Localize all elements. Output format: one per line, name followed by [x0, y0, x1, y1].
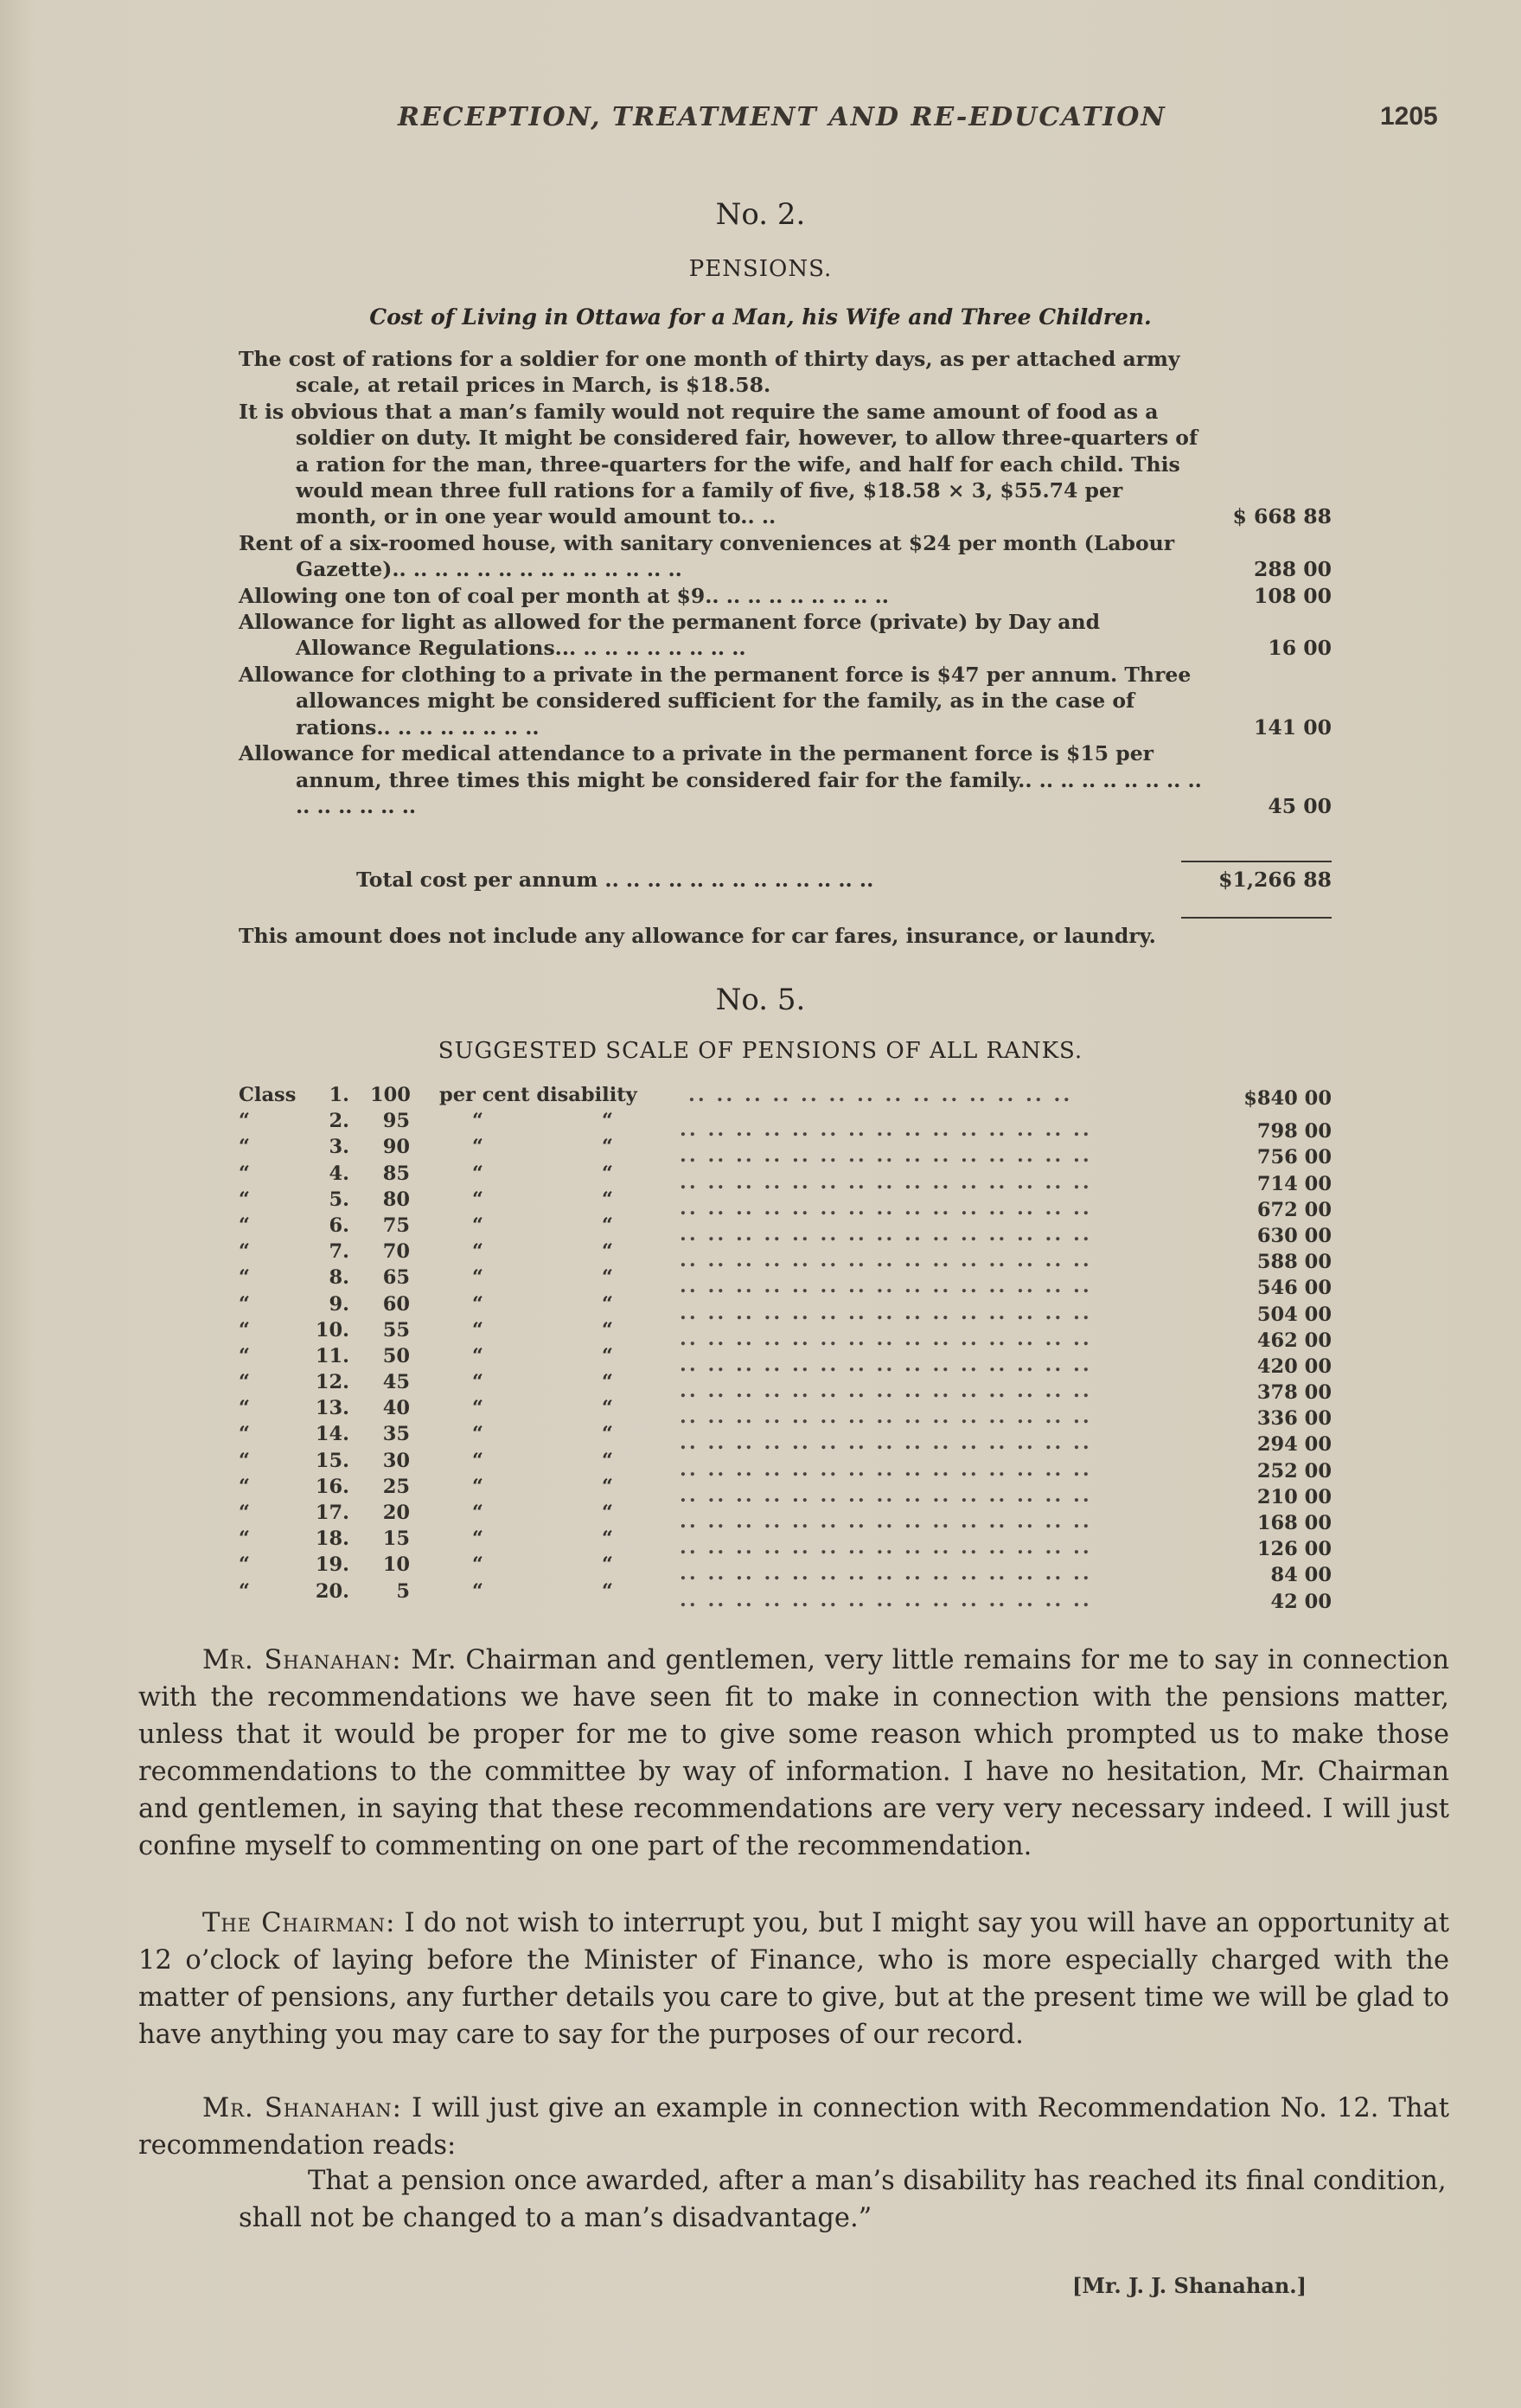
cost-item-text: Allowing one ton of coal per month at $9.. .. .. .. .. .. .. .. ..	[239, 583, 889, 608]
pension-amount: 252 00	[1256, 1459, 1332, 1483]
pension-amount: 210 00	[1256, 1485, 1332, 1508]
table-row	[239, 1579, 1332, 1613]
ditto-mark: “	[602, 1371, 613, 1394]
disability-percent: 10	[382, 1553, 410, 1577]
cost-item-text: Allowance for medical attendance to a private in the permanent force is $15 per annum, three times this might be considered fair for the family.. .. .. .. .. .. .. .. .. .. .. .. .. .. ..	[239, 741, 1202, 818]
leader-dots: .. .. .. .. .. .. .. .. .. .. .. .. .. .. ..	[680, 1510, 1092, 1533]
cost-item	[239, 399, 1332, 530]
table-row	[239, 1553, 1332, 1587]
total-amount: $1,266 88	[1218, 868, 1332, 892]
section-5-number: No. 5.	[715, 983, 806, 1017]
pension-amount: 378 00	[1256, 1381, 1332, 1405]
pension-amount: 84 00	[1270, 1564, 1332, 1587]
table-row	[239, 1318, 1332, 1352]
disability-percent: 30	[382, 1449, 410, 1472]
leader-dots: .. .. .. .. .. .. .. .. .. .. .. .. .. .. ..	[680, 1588, 1092, 1611]
pension-amount: 756 00	[1256, 1146, 1332, 1169]
pension-amount: 126 00	[1256, 1538, 1332, 1561]
cost-item	[239, 346, 1332, 399]
disability-label: per cent disability	[439, 1084, 637, 1106]
ditto-mark: “	[239, 1579, 250, 1603]
ditto-mark: “	[239, 1110, 250, 1133]
ditto-mark: “	[602, 1423, 613, 1446]
ditto-mark: “	[472, 1579, 483, 1603]
section-2-note: This amount does not include any allowance for car fares, insurance, or laundry.	[239, 924, 1156, 948]
class-number: 4.	[329, 1162, 349, 1185]
ditto-mark: “	[239, 1449, 250, 1472]
pension-amount: 588 00	[1256, 1251, 1332, 1274]
cost-item	[239, 609, 1332, 662]
ditto-mark: “	[239, 1162, 250, 1185]
disability-percent: 65	[382, 1266, 410, 1290]
cost-item-amount: 141 00	[1254, 714, 1332, 740]
ditto-mark: “	[239, 1423, 250, 1446]
pension-amount: 504 00	[1256, 1303, 1332, 1326]
ditto-mark: “	[472, 1423, 483, 1446]
section-5-heading: SUGGESTED SCALE OF PENSIONS OF ALL RANKS.	[438, 1038, 1083, 1064]
pension-amount: 168 00	[1256, 1512, 1332, 1534]
disability-percent: 20	[382, 1502, 410, 1524]
ditto-mark: “	[472, 1371, 483, 1394]
table-row	[239, 1344, 1332, 1378]
total-label: Total cost per annum .. .. .. .. .. .. .. .. .. .. .. .. ..	[356, 868, 874, 892]
pension-amount: 294 00	[1256, 1433, 1332, 1457]
table-row	[239, 1214, 1332, 1247]
ditto-mark: “	[602, 1553, 613, 1577]
leader-dots: .. .. .. .. .. .. .. .. .. .. .. .. .. .. ..	[680, 1431, 1092, 1455]
paragraph	[138, 1642, 1449, 1865]
ditto-mark: “	[472, 1292, 483, 1316]
cost-item-text: The cost of rations for a soldier for one month of thirty days, as per attached army scale, at retail prices in March, is $18.58.	[239, 347, 1180, 398]
disability-percent: 40	[382, 1397, 410, 1420]
ditto-mark: “	[239, 1527, 250, 1551]
ditto-mark: “	[239, 1292, 250, 1316]
ditto-mark: “	[602, 1502, 613, 1524]
ditto-mark: “	[239, 1371, 250, 1394]
page-number: 1205	[1380, 102, 1438, 131]
pension-amount: 630 00	[1256, 1224, 1332, 1247]
ditto-mark: “	[472, 1162, 483, 1185]
ditto-mark: “	[472, 1110, 483, 1133]
section-2-subtitle: Cost of Living in Ottawa for a Man, his Wife and Three Children.	[369, 304, 1152, 330]
class-number: 14.	[315, 1423, 349, 1446]
disability-percent: 75	[382, 1214, 410, 1237]
ditto-mark: “	[602, 1266, 613, 1290]
pension-amount: 672 00	[1256, 1198, 1332, 1221]
ditto-mark: “	[239, 1502, 250, 1524]
class-number: 6.	[329, 1214, 349, 1237]
leader-dots: .. .. .. .. .. .. .. .. .. .. .. .. .. .. ..	[680, 1483, 1092, 1507]
running-head	[0, 102, 1521, 137]
disability-percent: 95	[382, 1110, 410, 1133]
pension-amount: 420 00	[1256, 1354, 1332, 1378]
leader-dots: .. .. .. .. .. .. .. .. .. .. .. .. .. .. ..	[680, 1144, 1092, 1168]
leader-dots: .. .. .. .. .. .. .. .. .. .. .. .. .. .. ..	[680, 1170, 1092, 1194]
pension-amount: 42 00	[1270, 1590, 1332, 1613]
table-row	[239, 1371, 1332, 1405]
ditto-mark: “	[472, 1475, 483, 1498]
total-row	[239, 868, 1332, 892]
disability-percent: 25	[382, 1475, 410, 1498]
leader-dots: .. .. .. .. .. .. .. .. .. .. .. .. .. .. ..	[680, 1536, 1092, 1559]
class-number: 20.	[315, 1579, 349, 1603]
leader-dots: .. .. .. .. .. .. .. .. .. .. .. .. .. .. ..	[680, 1118, 1092, 1142]
leader-dots: .. .. .. .. .. .. .. .. .. .. .. .. .. .. ..	[680, 1301, 1092, 1324]
ditto-mark: “	[472, 1344, 483, 1367]
class-number: 3.	[329, 1136, 349, 1159]
ditto-mark: “	[239, 1136, 250, 1159]
paragraph	[138, 2090, 1449, 2164]
disability-percent: 90	[382, 1136, 410, 1159]
ditto-mark: “	[602, 1136, 613, 1159]
class-number: 19.	[315, 1553, 349, 1577]
class-number: 9.	[329, 1292, 349, 1316]
table-row	[239, 1502, 1332, 1534]
ditto-mark: “	[239, 1475, 250, 1498]
ditto-mark: “	[239, 1318, 250, 1342]
ditto-mark: “	[472, 1266, 483, 1290]
leader-dots: .. .. .. .. .. .. .. .. .. .. .. .. .. .. ..	[680, 1222, 1092, 1246]
ditto-mark: “	[602, 1188, 613, 1211]
leader-dots: .. .. .. .. .. .. .. .. .. .. .. .. .. .. ..	[680, 1249, 1092, 1272]
disability-percent: 55	[382, 1318, 410, 1342]
subtotal-rule	[1181, 861, 1332, 862]
class-number: 1.	[329, 1084, 349, 1106]
table-row	[239, 1397, 1332, 1431]
ditto-mark: “	[239, 1188, 250, 1211]
ditto-mark: “	[239, 1266, 250, 1290]
cost-item	[239, 583, 1332, 609]
leader-dots: .. .. .. .. .. .. .. .. .. .. .. .. .. .. ..	[680, 1353, 1092, 1376]
table-row	[239, 1188, 1332, 1221]
cost-item	[239, 740, 1332, 819]
section-2-number: No. 2.	[715, 197, 806, 232]
table-row	[239, 1240, 1332, 1274]
pension-amount: $840 00	[1243, 1087, 1332, 1110]
class-number: 13.	[315, 1397, 349, 1420]
table-row	[239, 1084, 1332, 1110]
ditto-mark: “	[602, 1292, 613, 1316]
cost-item	[239, 530, 1332, 583]
disability-percent: 45	[382, 1371, 410, 1394]
ditto-mark: “	[472, 1397, 483, 1420]
ditto-mark: “	[472, 1449, 483, 1472]
class-number: 15.	[315, 1449, 349, 1472]
ditto-mark: “	[472, 1318, 483, 1342]
table-row	[239, 1449, 1332, 1483]
ditto-mark: “	[472, 1527, 483, 1551]
paragraph	[138, 1905, 1449, 2053]
class-number: 10.	[315, 1318, 349, 1342]
ditto-mark: “	[239, 1240, 250, 1264]
ditto-mark: “	[602, 1318, 613, 1342]
ditto-mark: “	[239, 1397, 250, 1420]
class-number: 8.	[329, 1266, 349, 1290]
recommendation-quote	[239, 2162, 1449, 2237]
class-number: 2.	[329, 1110, 349, 1133]
ditto-mark: “	[472, 1553, 483, 1577]
disability-percent: 85	[382, 1162, 410, 1185]
leader-dots: .. .. .. .. .. .. .. .. .. .. .. .. .. .. ..	[680, 1457, 1092, 1481]
leader-dots: .. .. .. .. .. .. .. .. .. .. .. .. .. ..	[688, 1084, 1073, 1106]
cost-of-living-list	[239, 346, 1332, 819]
disability-percent: 80	[382, 1188, 410, 1211]
class-number: 16.	[315, 1475, 349, 1498]
paragraph-text: I do not wish to interrupt you, but I might say you will have an opportunity at 12 o’clock of laying before the Minister of Finance, who is more especially charged with the matter of pensions, any further details you care to give, but at the present time we will be glad to have anything you may care to say for the purposes of our record.	[138, 1908, 1449, 2050]
disability-percent: 100	[370, 1084, 411, 1106]
section-2-heading: PENSIONS.	[688, 256, 833, 282]
ditto-mark: “	[472, 1502, 483, 1524]
cost-item-text: Rent of a six-roomed house, with sanitary conveniences at $24 per month (Labour Gazette).. .. .. .. .. .. .. .. .. .. .. .. .. ..	[239, 530, 1175, 582]
ditto-mark: “	[602, 1579, 613, 1603]
speaker-name: Mr. Shanahan:	[202, 2093, 402, 2123]
paragraph-text: Mr. Chairman and gentlemen, very little remains for me to say in connection with the recommendations we have seen fit to make in connection with the pensions matter, unless that it would be proper for me to give some reason which prompted us to make those recommendations to the committee by way of information. I have no hesitation, Mr. Chairman and gentlemen, in saying that these recommendations are very very necessary indeed. I will just confine myself to commenting on one part of the recommendation.	[138, 1645, 1449, 1861]
cost-item-amount: 45 00	[1268, 793, 1332, 818]
class-label: Class	[239, 1084, 297, 1106]
table-row	[239, 1527, 1332, 1561]
pension-amount: 336 00	[1256, 1407, 1332, 1431]
pension-amount: 546 00	[1256, 1277, 1332, 1300]
paragraph-text: I will just give an example in connection with Recommendation No. 12. That recommendation reads:	[138, 2093, 1449, 2161]
cost-item-amount: 16 00	[1268, 636, 1332, 661]
pension-amount: 714 00	[1256, 1172, 1332, 1195]
ditto-mark: “	[602, 1475, 613, 1498]
class-number: 17.	[315, 1502, 349, 1524]
speaker-name: The Chairman:	[202, 1908, 396, 1938]
class-number: 18.	[315, 1527, 349, 1551]
cost-item-text: Allowance for clothing to a private in the permanent force is $47 per annum. Three allowances might be considered sufficient for the family, as in the case of rations.. .. .. .. .. .. .. ..	[239, 662, 1192, 740]
attribution: [Mr. J. J. Shanahan.]	[1072, 2273, 1307, 2298]
table-row	[239, 1423, 1332, 1457]
disability-percent: 50	[382, 1344, 410, 1367]
table-row	[239, 1292, 1332, 1326]
ditto-mark: “	[239, 1214, 250, 1237]
ditto-mark: “	[602, 1344, 613, 1367]
class-number: 11.	[315, 1344, 349, 1367]
pension-scale-table	[239, 1084, 1332, 1613]
table-row	[239, 1266, 1332, 1300]
running-title: RECEPTION, TREATMENT AND RE-EDUCATION	[398, 102, 1166, 132]
disability-percent: 5	[396, 1579, 410, 1603]
ditto-mark: “	[472, 1214, 483, 1237]
table-row	[239, 1110, 1332, 1143]
leader-dots: .. .. .. .. .. .. .. .. .. .. .. .. .. .. ..	[680, 1562, 1092, 1585]
class-number: 12.	[315, 1371, 349, 1394]
cost-item-amount: $ 668 88	[1232, 504, 1332, 529]
ditto-mark: “	[602, 1162, 613, 1185]
cost-item-amount: 288 00	[1254, 557, 1332, 582]
leader-dots: .. .. .. .. .. .. .. .. .. .. .. .. .. .. ..	[680, 1275, 1092, 1298]
disability-percent: 60	[382, 1292, 410, 1316]
ditto-mark: “	[472, 1136, 483, 1159]
speaker-name: Mr. Shanahan:	[202, 1645, 402, 1675]
class-number: 5.	[329, 1188, 349, 1211]
leader-dots: .. .. .. .. .. .. .. .. .. .. .. .. .. .. ..	[680, 1196, 1092, 1220]
cost-item-text: It is obvious that a man’s family would not require the same amount of food as a soldier on duty. It might be considered fair, however, to allow three-quarters of a ration for the man, three-quarters for the wife, and half for each child. This would mean three full rations for a family of five, $18.58 × 3, $55.74 per month, or in one year would amount to.. ..	[239, 399, 1198, 529]
pension-amount: 462 00	[1256, 1329, 1332, 1352]
ditto-mark: “	[472, 1188, 483, 1211]
table-row	[239, 1162, 1332, 1195]
cost-item	[239, 662, 1332, 740]
table-row	[239, 1136, 1332, 1169]
disability-percent: 35	[382, 1423, 410, 1446]
cost-item-text: Allowance for light as allowed for the permanent force (private) by Day and Allowance Regulations... .. .. .. .. .. .. .. ..	[239, 610, 1101, 661]
ditto-mark: “	[602, 1397, 613, 1420]
class-number: 7.	[329, 1240, 349, 1264]
total-rule	[1181, 917, 1332, 919]
quote-text: That a pension once awarded, after a man’s disability has reached its final condition, shall not be changed to a man’s disadvantage.”	[239, 2166, 1447, 2233]
ditto-mark: “	[602, 1110, 613, 1133]
ditto-mark: “	[472, 1240, 483, 1264]
ditto-mark: “	[602, 1527, 613, 1551]
leader-dots: .. .. .. .. .. .. .. .. .. .. .. .. .. .. ..	[680, 1380, 1092, 1403]
cost-item-amount: 108 00	[1254, 583, 1332, 608]
disability-percent: 15	[382, 1527, 410, 1551]
leader-dots: .. .. .. .. .. .. .. .. .. .. .. .. .. .. ..	[680, 1406, 1092, 1429]
ditto-mark: “	[602, 1240, 613, 1264]
pension-amount: 798 00	[1256, 1120, 1332, 1143]
ditto-mark: “	[239, 1344, 250, 1367]
table-row	[239, 1475, 1332, 1508]
ditto-mark: “	[602, 1449, 613, 1472]
disability-percent: 70	[382, 1240, 410, 1264]
ditto-mark: “	[239, 1553, 250, 1577]
ditto-mark: “	[602, 1214, 613, 1237]
leader-dots: .. .. .. .. .. .. .. .. .. .. .. .. .. .. ..	[680, 1327, 1092, 1350]
